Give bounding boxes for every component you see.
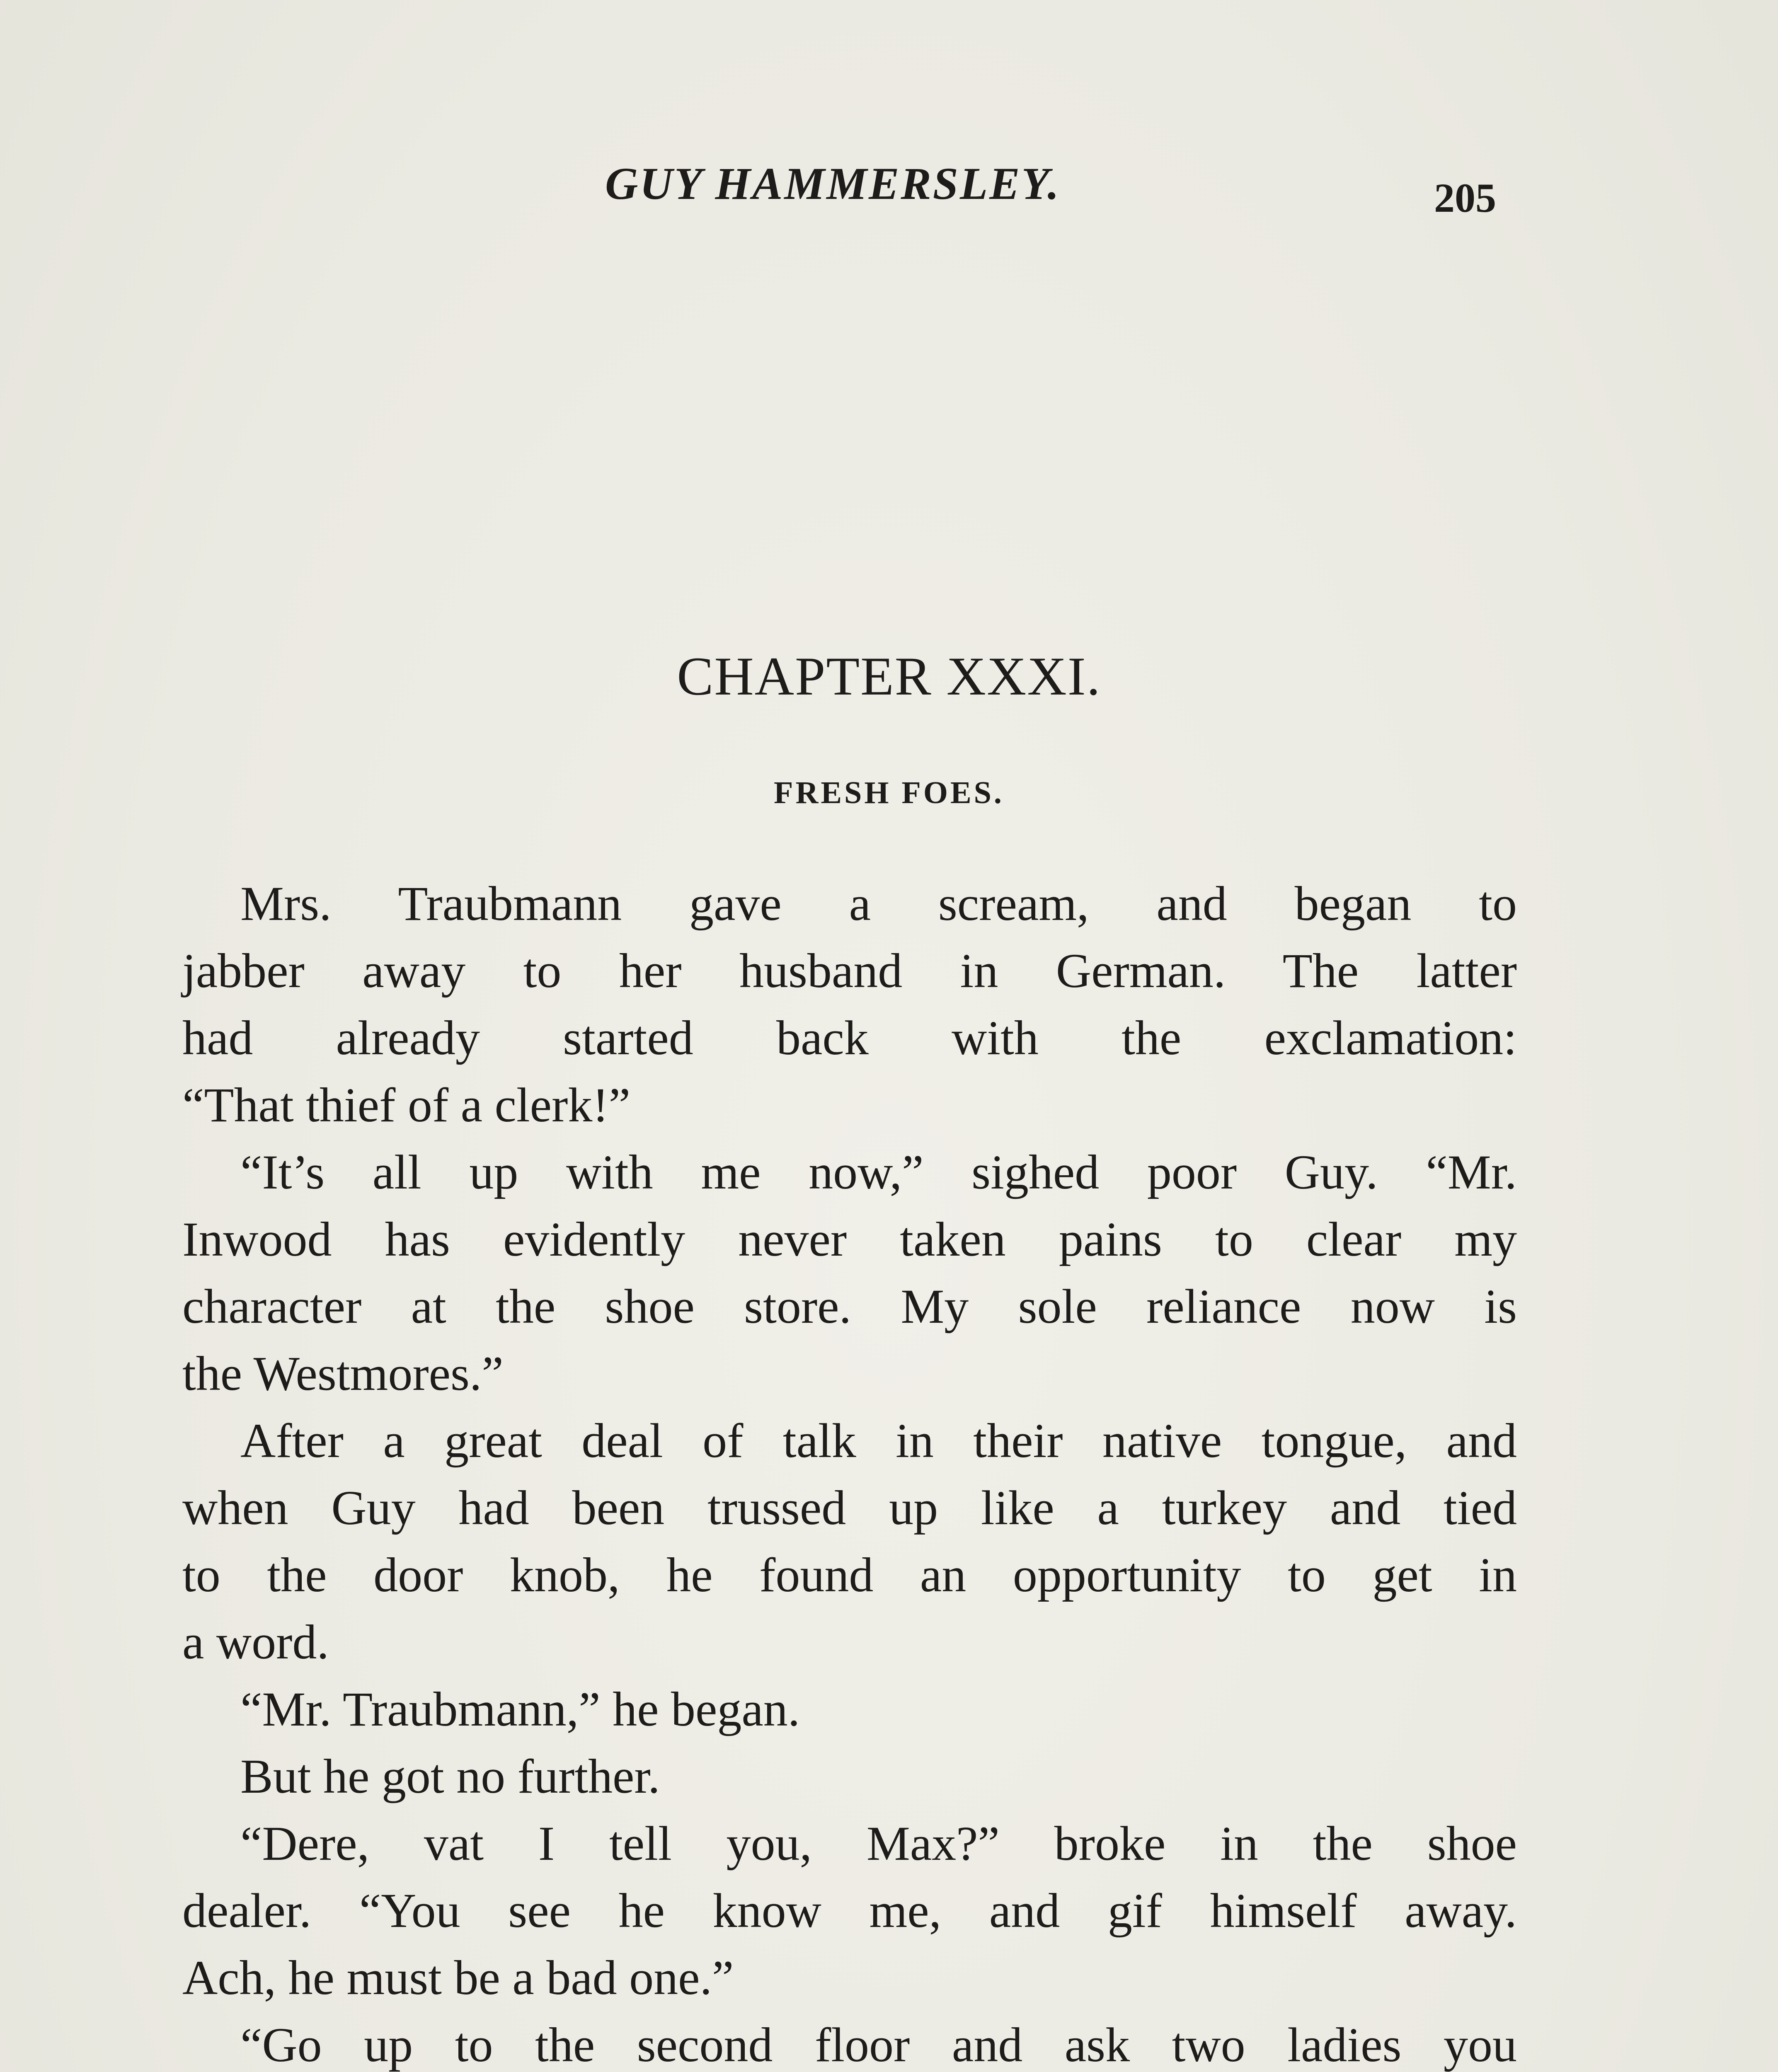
text-line: the Westmores.” <box>182 1346 504 1401</box>
text-line: to the door knob, he found an opportunity to get in <box>182 1548 1517 1602</box>
text-line: “That thief of a clerk!” <box>182 1078 631 1132</box>
running-head: GUY HAMMERSLEY. <box>605 158 1061 209</box>
page-number: 205 <box>1434 175 1496 221</box>
text-line: Inwood has evidently never taken pains to clear my <box>182 1212 1517 1266</box>
text-line: “Dere, vat I tell you, Max?” broke in the shoe <box>240 1816 1517 1871</box>
chapter-subtitle: FRESH FOES. <box>774 775 1004 810</box>
text-line: “Go up to the second floor and ask two ladies you <box>240 2018 1517 2072</box>
text-line: Mrs. Traubmann gave a scream, and began to <box>240 876 1517 931</box>
text-line: had already started back with the exclamation: <box>182 1011 1517 1065</box>
text-line: After a great deal of talk in their native tongue, and <box>240 1414 1517 1468</box>
text-line: jabber away to her husband in German. The latter <box>182 944 1517 998</box>
text-line: But he got no further. <box>240 1749 660 1803</box>
text-line: Ach, he must be a bad one.” <box>182 1951 734 2005</box>
body-text <box>182 870 1517 2072</box>
text-line: when Guy had been trussed up like a turkey and tied <box>182 1481 1517 1535</box>
text-line: dealer. “You see he know me, and gif himself away. <box>182 1883 1517 1938</box>
text-line: character at the shoe store. My sole reliance now is <box>182 1279 1517 1334</box>
text-line: “It’s all up with me now,” sighed poor Guy. “Mr. <box>240 1145 1517 1199</box>
chapter-title: CHAPTER XXXI. <box>677 646 1101 707</box>
text-line: a word. <box>182 1615 329 1669</box>
text-line: “Mr. Traubmann,” he began. <box>240 1682 800 1736</box>
